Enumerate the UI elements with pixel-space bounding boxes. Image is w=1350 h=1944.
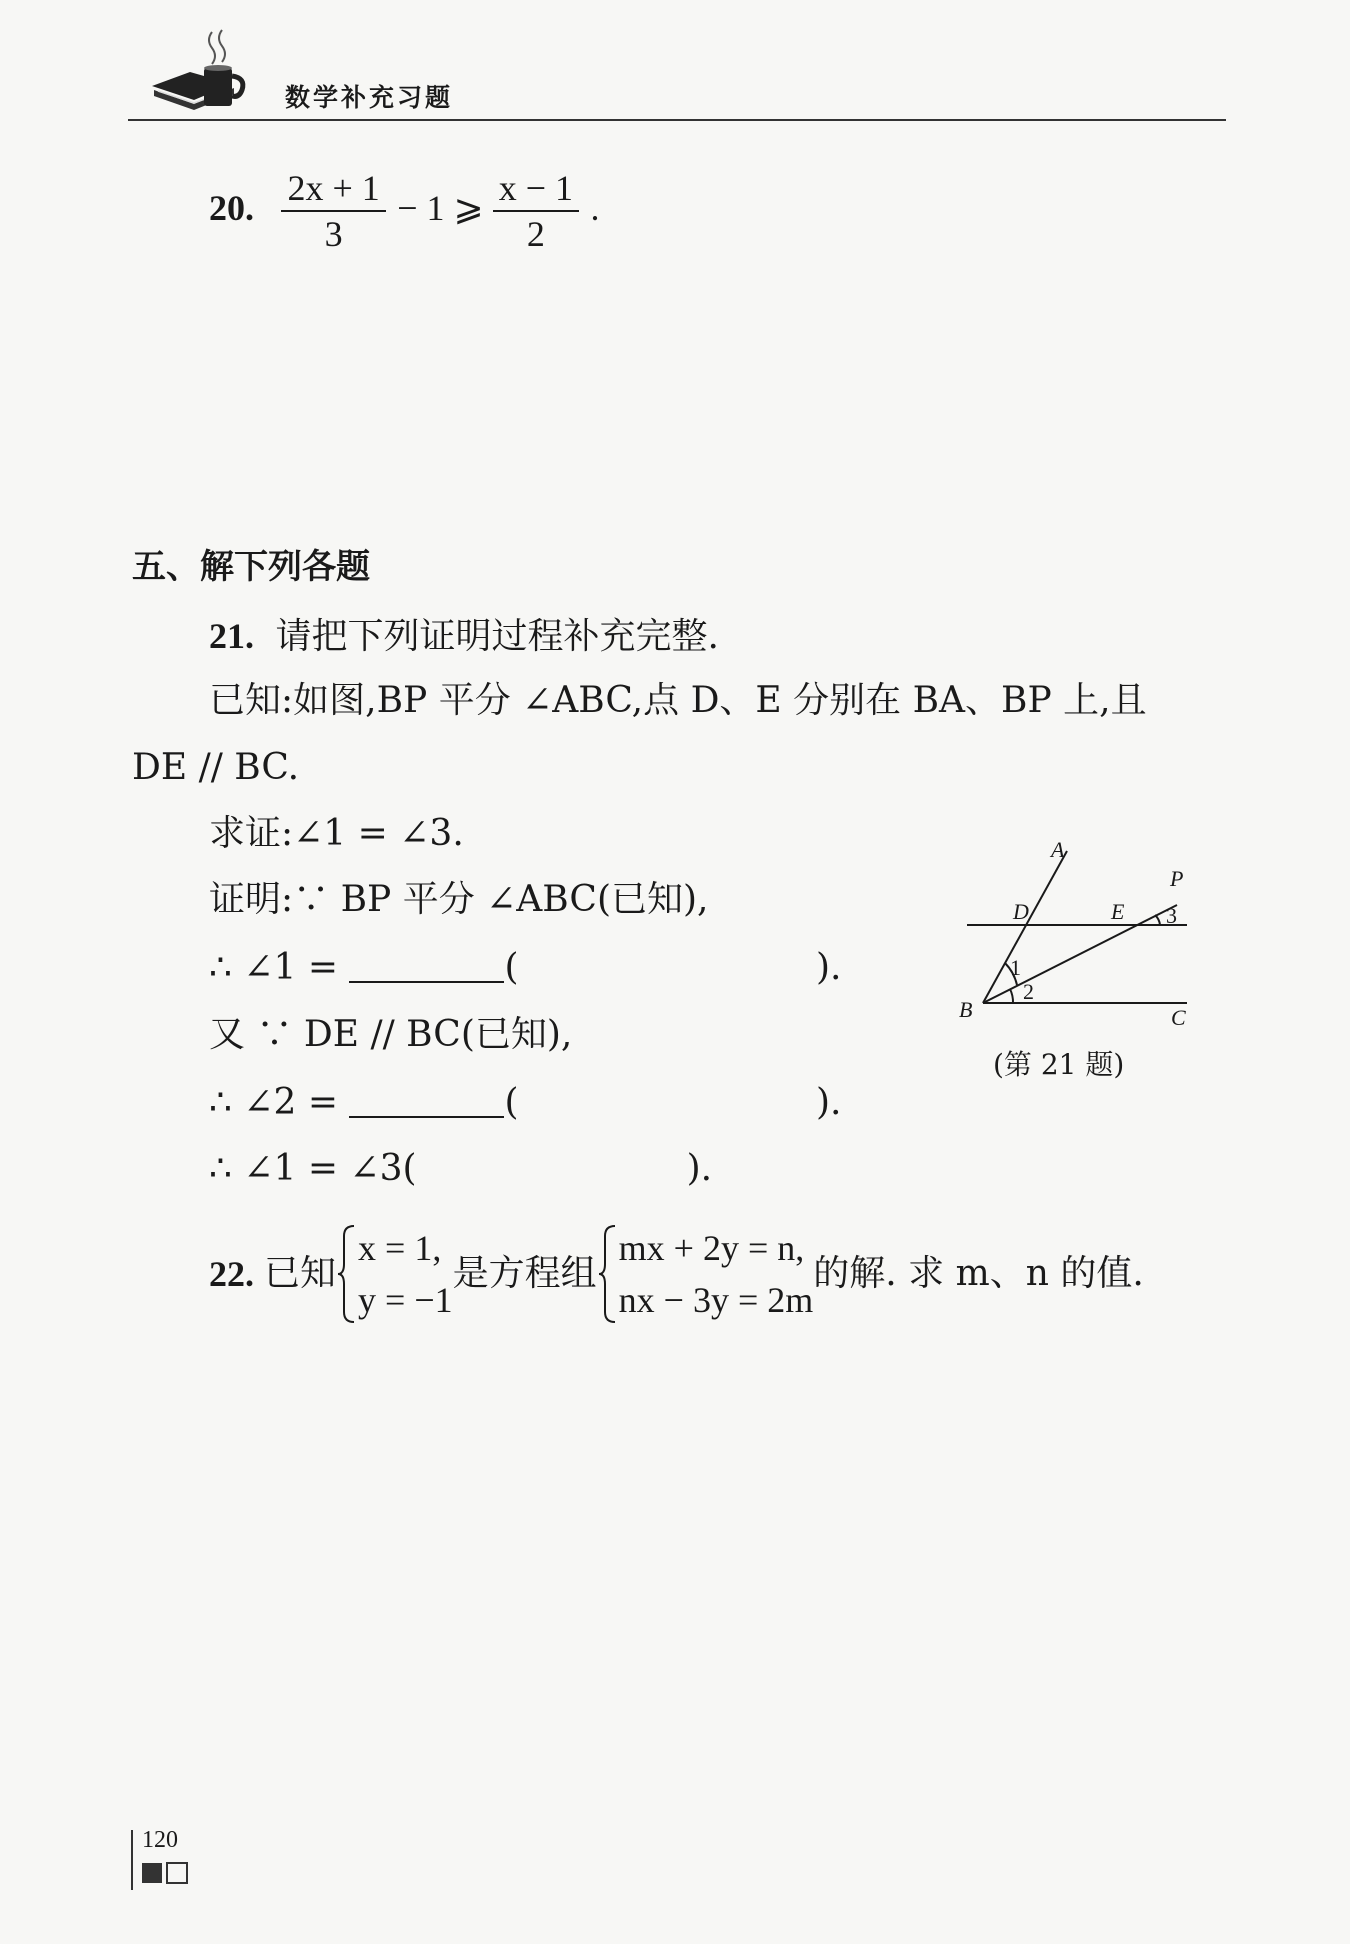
fraction-2-numerator: x − 1 [493, 170, 579, 212]
header-title: 数学补充习题 [285, 83, 454, 112]
answer-blank-1[interactable] [349, 953, 504, 983]
proof-line-5 [209, 1148, 713, 1189]
question-21-instruction: 请把下列证明过程补充完整. [275, 616, 719, 657]
label-2: 2 [1023, 979, 1034, 1004]
system-2-row-1: mx + 2y = n, [618, 1228, 805, 1268]
equation-system-2 [597, 1222, 814, 1326]
footer-squares-icon [141, 1862, 191, 1888]
header-logo [150, 28, 260, 118]
proof-line-2 [209, 947, 842, 988]
header-rule [128, 119, 1226, 121]
answer-blank-2[interactable] [349, 1088, 504, 1118]
proof-line-1: 证明:∵ BP 平分 ∠ABC(已知), [209, 879, 709, 920]
label-e: E [1111, 899, 1125, 924]
question-number: 20. [209, 188, 254, 228]
figure-21 [955, 835, 1205, 1089]
proof-line-3: 又 ∵ DE // BC(已知), [209, 1014, 573, 1055]
label-d: D [1013, 899, 1029, 924]
figure-caption: (第 21 题) [993, 1048, 1125, 1081]
label-a: A [1051, 837, 1065, 862]
proof-line-2-text: ∴ ∠1 = [209, 947, 350, 988]
question-number: 21. [209, 616, 254, 656]
proof-line-4-paren-close: ). [815, 1082, 842, 1123]
brace-icon [597, 1224, 617, 1324]
given-line-2: DE // BC. [132, 747, 300, 788]
question-21-prompt [209, 618, 719, 655]
proof-line-4-paren-open: ( [504, 1082, 519, 1123]
proof-line-4-text: ∴ ∠2 = [209, 1082, 350, 1123]
label-b: B [959, 997, 973, 1022]
question-20 [209, 170, 599, 252]
proof-line-5-paren-close: ). [686, 1148, 713, 1189]
proof-line-5-text: ∴ ∠1 = ∠3( [209, 1148, 417, 1189]
footer-rule [131, 1830, 133, 1890]
proof-line-2-paren-open: ( [504, 947, 519, 988]
page-number: 120 [142, 1827, 178, 1853]
system-1-row-1: x = 1, [358, 1228, 442, 1268]
label-3: 3 [1166, 903, 1177, 928]
label-p: P [1170, 866, 1184, 891]
inequality-end: . [590, 188, 600, 228]
question-number: 22. [209, 1254, 254, 1295]
system-1-row-2: y = −1 [358, 1280, 453, 1321]
equation-system-1 [336, 1222, 453, 1326]
fraction-1-numerator: 2x + 1 [281, 170, 385, 212]
fraction-2 [493, 170, 579, 252]
section-title: 五、解下列各题 [132, 547, 370, 587]
q22-mid: 是方程组 [452, 1253, 597, 1295]
proof-line-2-paren-close: ). [815, 947, 842, 988]
fraction-1-denominator: 3 [324, 214, 343, 254]
q22-post: 的解. 求 m、n 的值. [813, 1253, 1144, 1295]
given-line-1: 已知:如图,BP 平分 ∠ABC,点 D、E 分别在 BA、BP 上,且 [209, 680, 1147, 721]
to-prove: 求证:∠1 = ∠3. [209, 813, 464, 854]
arc-angle-3 [1155, 915, 1160, 925]
label-c: C [1171, 1005, 1186, 1030]
label-1: 1 [1010, 955, 1021, 980]
arc-angle-2 [1010, 989, 1013, 1003]
fraction-2-denominator: 2 [526, 214, 545, 254]
proof-line-4 [209, 1082, 842, 1123]
fraction-1 [281, 170, 385, 252]
question-22 [209, 1222, 1144, 1326]
system-2-row-2: nx − 3y = 2m [618, 1280, 814, 1321]
brace-icon [336, 1224, 356, 1324]
q22-pre: 已知 [264, 1253, 337, 1295]
inequality-middle: − 1 ⩾ [397, 188, 493, 228]
